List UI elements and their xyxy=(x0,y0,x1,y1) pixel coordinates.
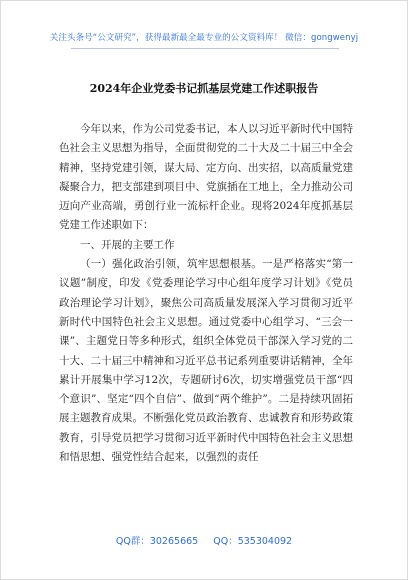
document-title: 2024年企业党委书记抓基层党建工作述职报告 xyxy=(89,82,319,95)
qq-number: QQ：535304092 xyxy=(213,536,293,547)
document-body xyxy=(59,120,353,467)
section-paragraph: （一）强化政治引领，筑牢思想根基。一是严格落实“第一议题”制度，印发《党委理论学习中心组年度学习计划》《党员政治理论学习计划》，聚焦公司高质量发展深入学习贯彻习近平新时代中国特色社会主义思想。通过党委中心组学习、“三会一课”、主题党日等多种形式，组织全体党员干部深入学习党的二十大、二十届三中精神和习近平总书记系列重要讲话精神，全年累计开展集中学习12次，专题研讨6次，切实增强党员干部“四个意识”、坚定“四个自信”、做到“两个维护”。二是持续巩固拓展主题教育成果。不断强化党员政治教育、忠诚教育和形势政策教育，引导党员把学习贯彻习近平新时代中国特色社会主义思想和悟思想、强党性结合起来，以强烈的责任 xyxy=(59,258,353,464)
promo-banner: 关注头条号“公文研究”，获得最新最全最专业的公文资料库！ 微信：gongwenyj xyxy=(49,33,359,43)
contact-footer xyxy=(1,533,407,547)
banner-divider xyxy=(71,48,339,49)
section-heading: 一、开展的主要工作 xyxy=(80,238,175,251)
qq-group-number: QQ群：30265665 xyxy=(115,536,199,547)
intro-paragraph: 今年以来，作为公司党委书记，本人以习近平新时代中国特色社会主义思想为指导，全面贯彻党的二十大及二十届三中全会精神，坚持党建引领，谋大局、定方向、出实招，以高质量党建凝聚合力，把支部建到项目中、党旗插在工地上，全力推动公司迈向产业高端，勇创行业一流标杆企业。现将2024年度抓基层党建工作述职如下： xyxy=(59,123,353,232)
